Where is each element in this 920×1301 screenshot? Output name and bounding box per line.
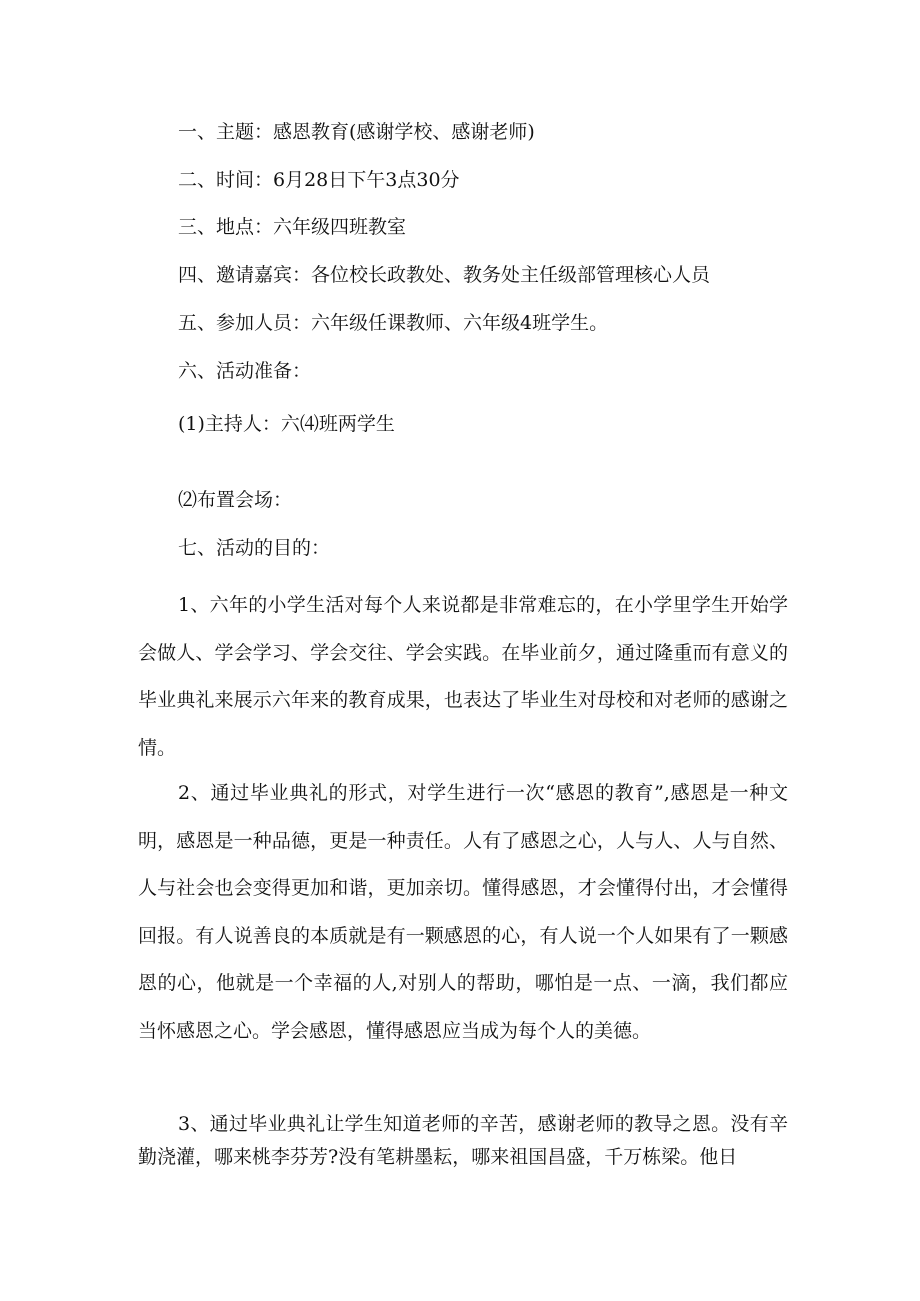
paragraph-purpose-2: 2、通过毕业典礼的形式，对学生进行一次“感恩的教育”,感恩是一种文明，感恩是一种品德，更是一种责任。人有了感恩之心，人与人、人与自然、人与社会也会变得更加和谐，更加亲切。懂得感恩，才会懂得付出，才会懂得回报。有人说善良的本质就是有一颗感恩的心，有人说一个人如果有了一颗感恩的心，他就是一个幸福的人,对别人的帮助，哪怕是一点、一滴，我们都应当怀感恩之心。学会感恩，懂得感恩应当成为每个人的美德。 (138, 782, 788, 1042)
item-purpose: 七、活动的目的： (178, 537, 331, 559)
item-time: 二、时间：6月28日下午3点30分 (178, 169, 460, 191)
item-theme: 一、主题：感恩教育(感谢学校、感谢老师) (178, 121, 535, 143)
paragraph-purpose-3: 3、通过毕业典礼让学生知道老师的辛苦，感谢老师的教导之恩。没有辛勤浇灌，哪来桃李芬芳?没有笔耕墨耘，哪来祖国昌盛，千万栋梁。他日 (138, 1113, 788, 1168)
item-venue: ⑵布置会场： (178, 489, 293, 511)
item-participants: 五、参加人员：六年级任课教师、六年级4班学生。 (178, 312, 609, 334)
item-guests: 四、邀请嘉宾：各位校长政教处、教务处主任级部管理核心人员 (178, 264, 711, 286)
item-host: (1)主持人：六⑷班两学生 (178, 413, 395, 435)
paragraph-purpose-1: 1、六年的小学生活对每个人来说都是非常难忘的，在小学里学生开始学会做人、学会学习、学会交往、学会实践。在毕业前夕，通过隆重而有意义的毕业典礼来展示六年来的教育成果，也表达了毕业生对母校和对老师的感谢之情。 (138, 594, 788, 759)
item-preparation: 六、活动准备： (178, 360, 312, 382)
item-location: 三、地点：六年级四班教室 (178, 216, 407, 238)
